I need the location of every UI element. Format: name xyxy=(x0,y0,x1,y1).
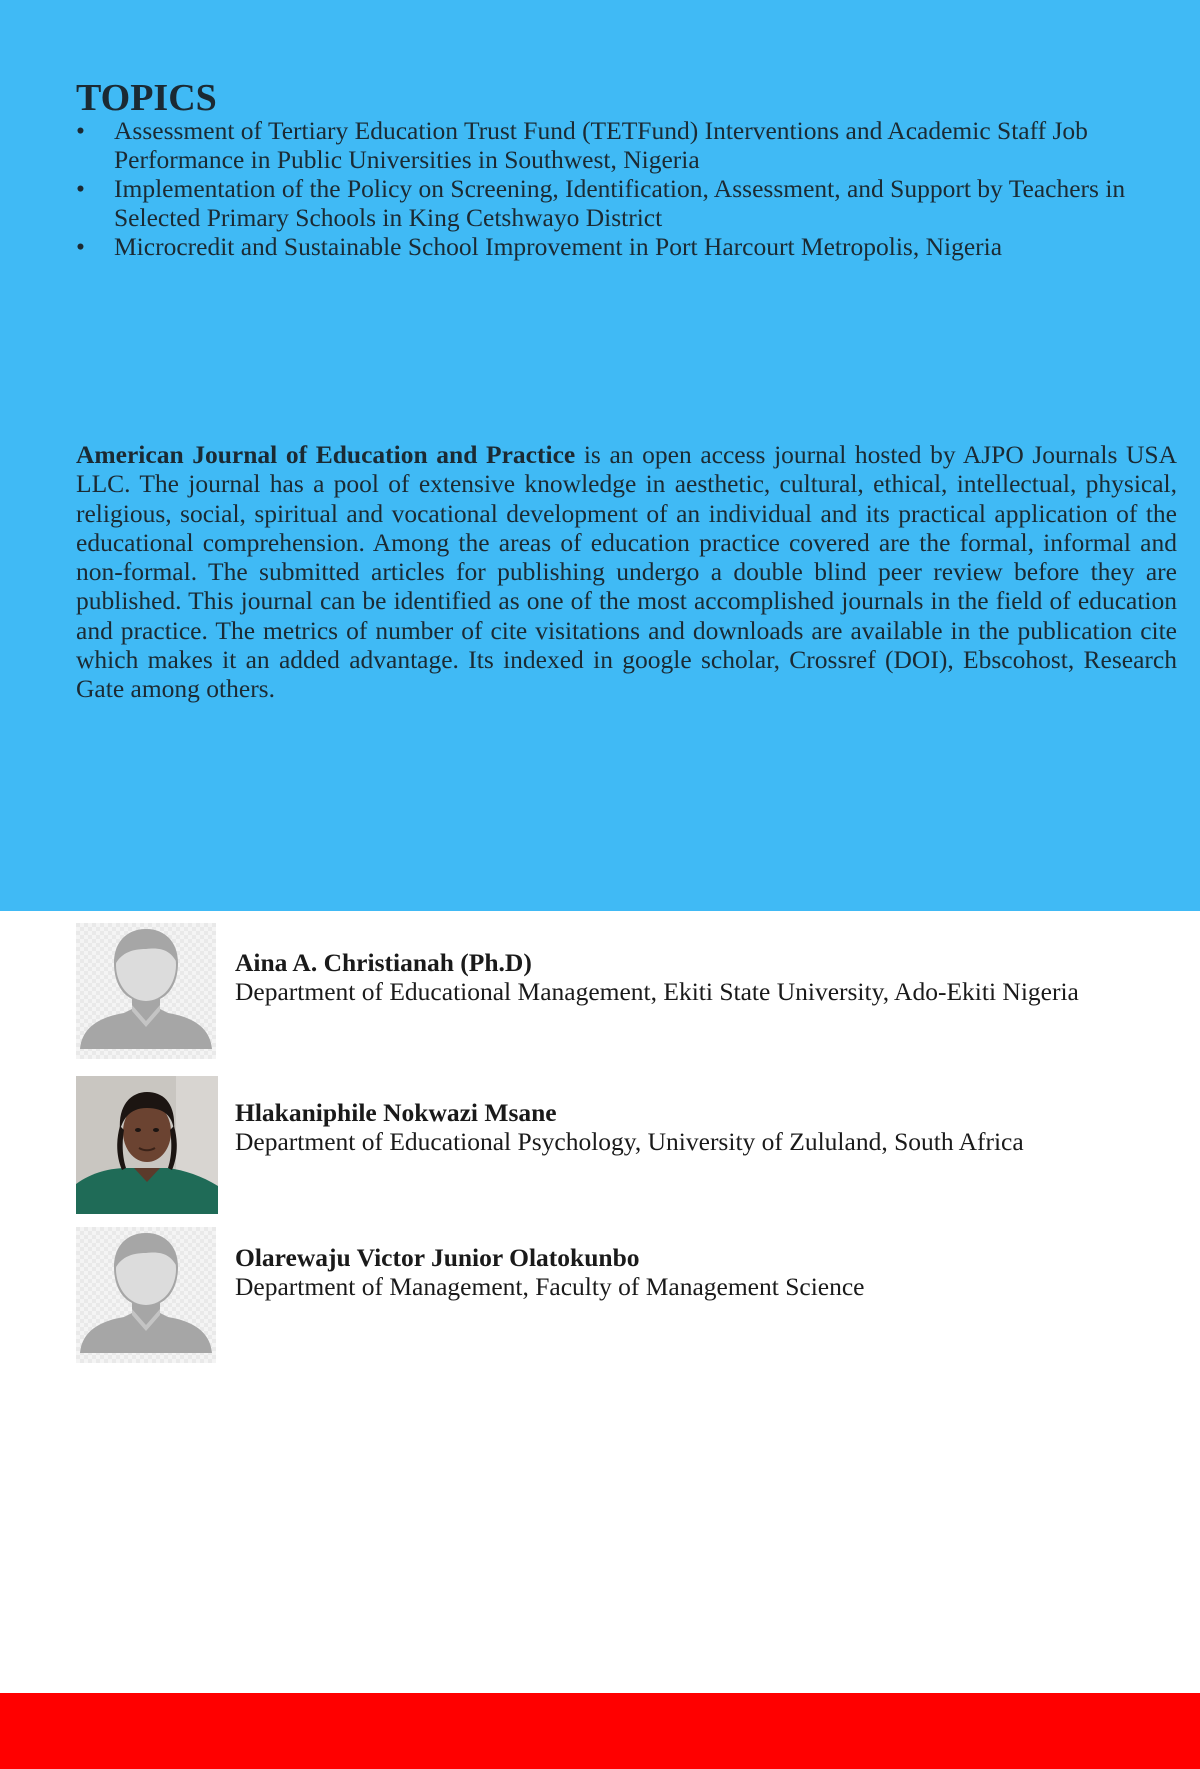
bullet-icon: • xyxy=(76,232,85,261)
topic-item xyxy=(76,232,1156,261)
author-info xyxy=(235,1098,1165,1156)
journal-description xyxy=(76,440,1177,704)
footer-band xyxy=(0,1693,1200,1769)
topics-list xyxy=(76,116,1156,261)
author-name: Olarewaju Victor Junior Olatokunbo xyxy=(235,1243,640,1272)
author-card xyxy=(76,1227,1176,1367)
topic-text: Assessment of Tertiary Education Trust Fund (TETFund) Interventions and Academic Staff Job Performance in Public Universities in Southwest, Nigeria xyxy=(114,116,1088,174)
author-info xyxy=(235,1243,1165,1301)
author-card xyxy=(76,923,1176,1063)
author-name: Hlakaniphile Nokwazi Msane xyxy=(235,1098,557,1127)
author-name: Aina A. Christianah (Ph.D) xyxy=(235,948,532,977)
author-info xyxy=(235,948,1165,1006)
author-department: Department of Management, Faculty of Management Science xyxy=(235,1272,865,1301)
journal-description-text: is an open access journal hosted by AJPO Journals USA LLC. The journal has a pool of extensive knowledge in aesthetic, cultural, ethical, intellectual, physical, religious, social, spiritual and vocational development of an individual and its practical application of the educational comprehension. Among the areas of education practice covered are the formal, informal and non-formal. The submitted articles for publishing undergo a double blind peer review before they are published. This journal can be identified as one of the most accomplished journals in the field of education and practice. The metrics of number of cite visitations and downloads are available in the publication cite which makes it an added advantage. Its indexed in google scholar, Crossref (DOI), Ebscohost, Research Gate among others. xyxy=(76,440,1177,704)
topic-item xyxy=(76,174,1156,232)
bullet-icon: • xyxy=(76,174,85,203)
topic-text: Implementation of the Policy on Screening, Identification, Assessment, and Support by Teachers in Selected Primary Schools in King Cetshwayo District xyxy=(114,174,1126,232)
placeholder-avatar-icon xyxy=(76,1227,216,1363)
journal-name: American Journal of Education and Practice xyxy=(76,440,576,469)
placeholder-avatar-icon xyxy=(76,923,216,1059)
author-department: Department of Educational Management, Ekiti State University, Ado-Ekiti Nigeria xyxy=(235,977,1079,1006)
topic-text: Microcredit and Sustainable School Improvement in Port Harcourt Metropolis, Nigeria xyxy=(114,232,1003,261)
topics-heading: TOPICS xyxy=(76,77,217,119)
author-department: Department of Educational Psychology, University of Zululand, South Africa xyxy=(235,1127,1024,1156)
bullet-icon: • xyxy=(76,116,85,145)
topic-item xyxy=(76,116,1156,174)
portrait-photo xyxy=(76,1076,218,1214)
author-card xyxy=(76,1076,1176,1216)
